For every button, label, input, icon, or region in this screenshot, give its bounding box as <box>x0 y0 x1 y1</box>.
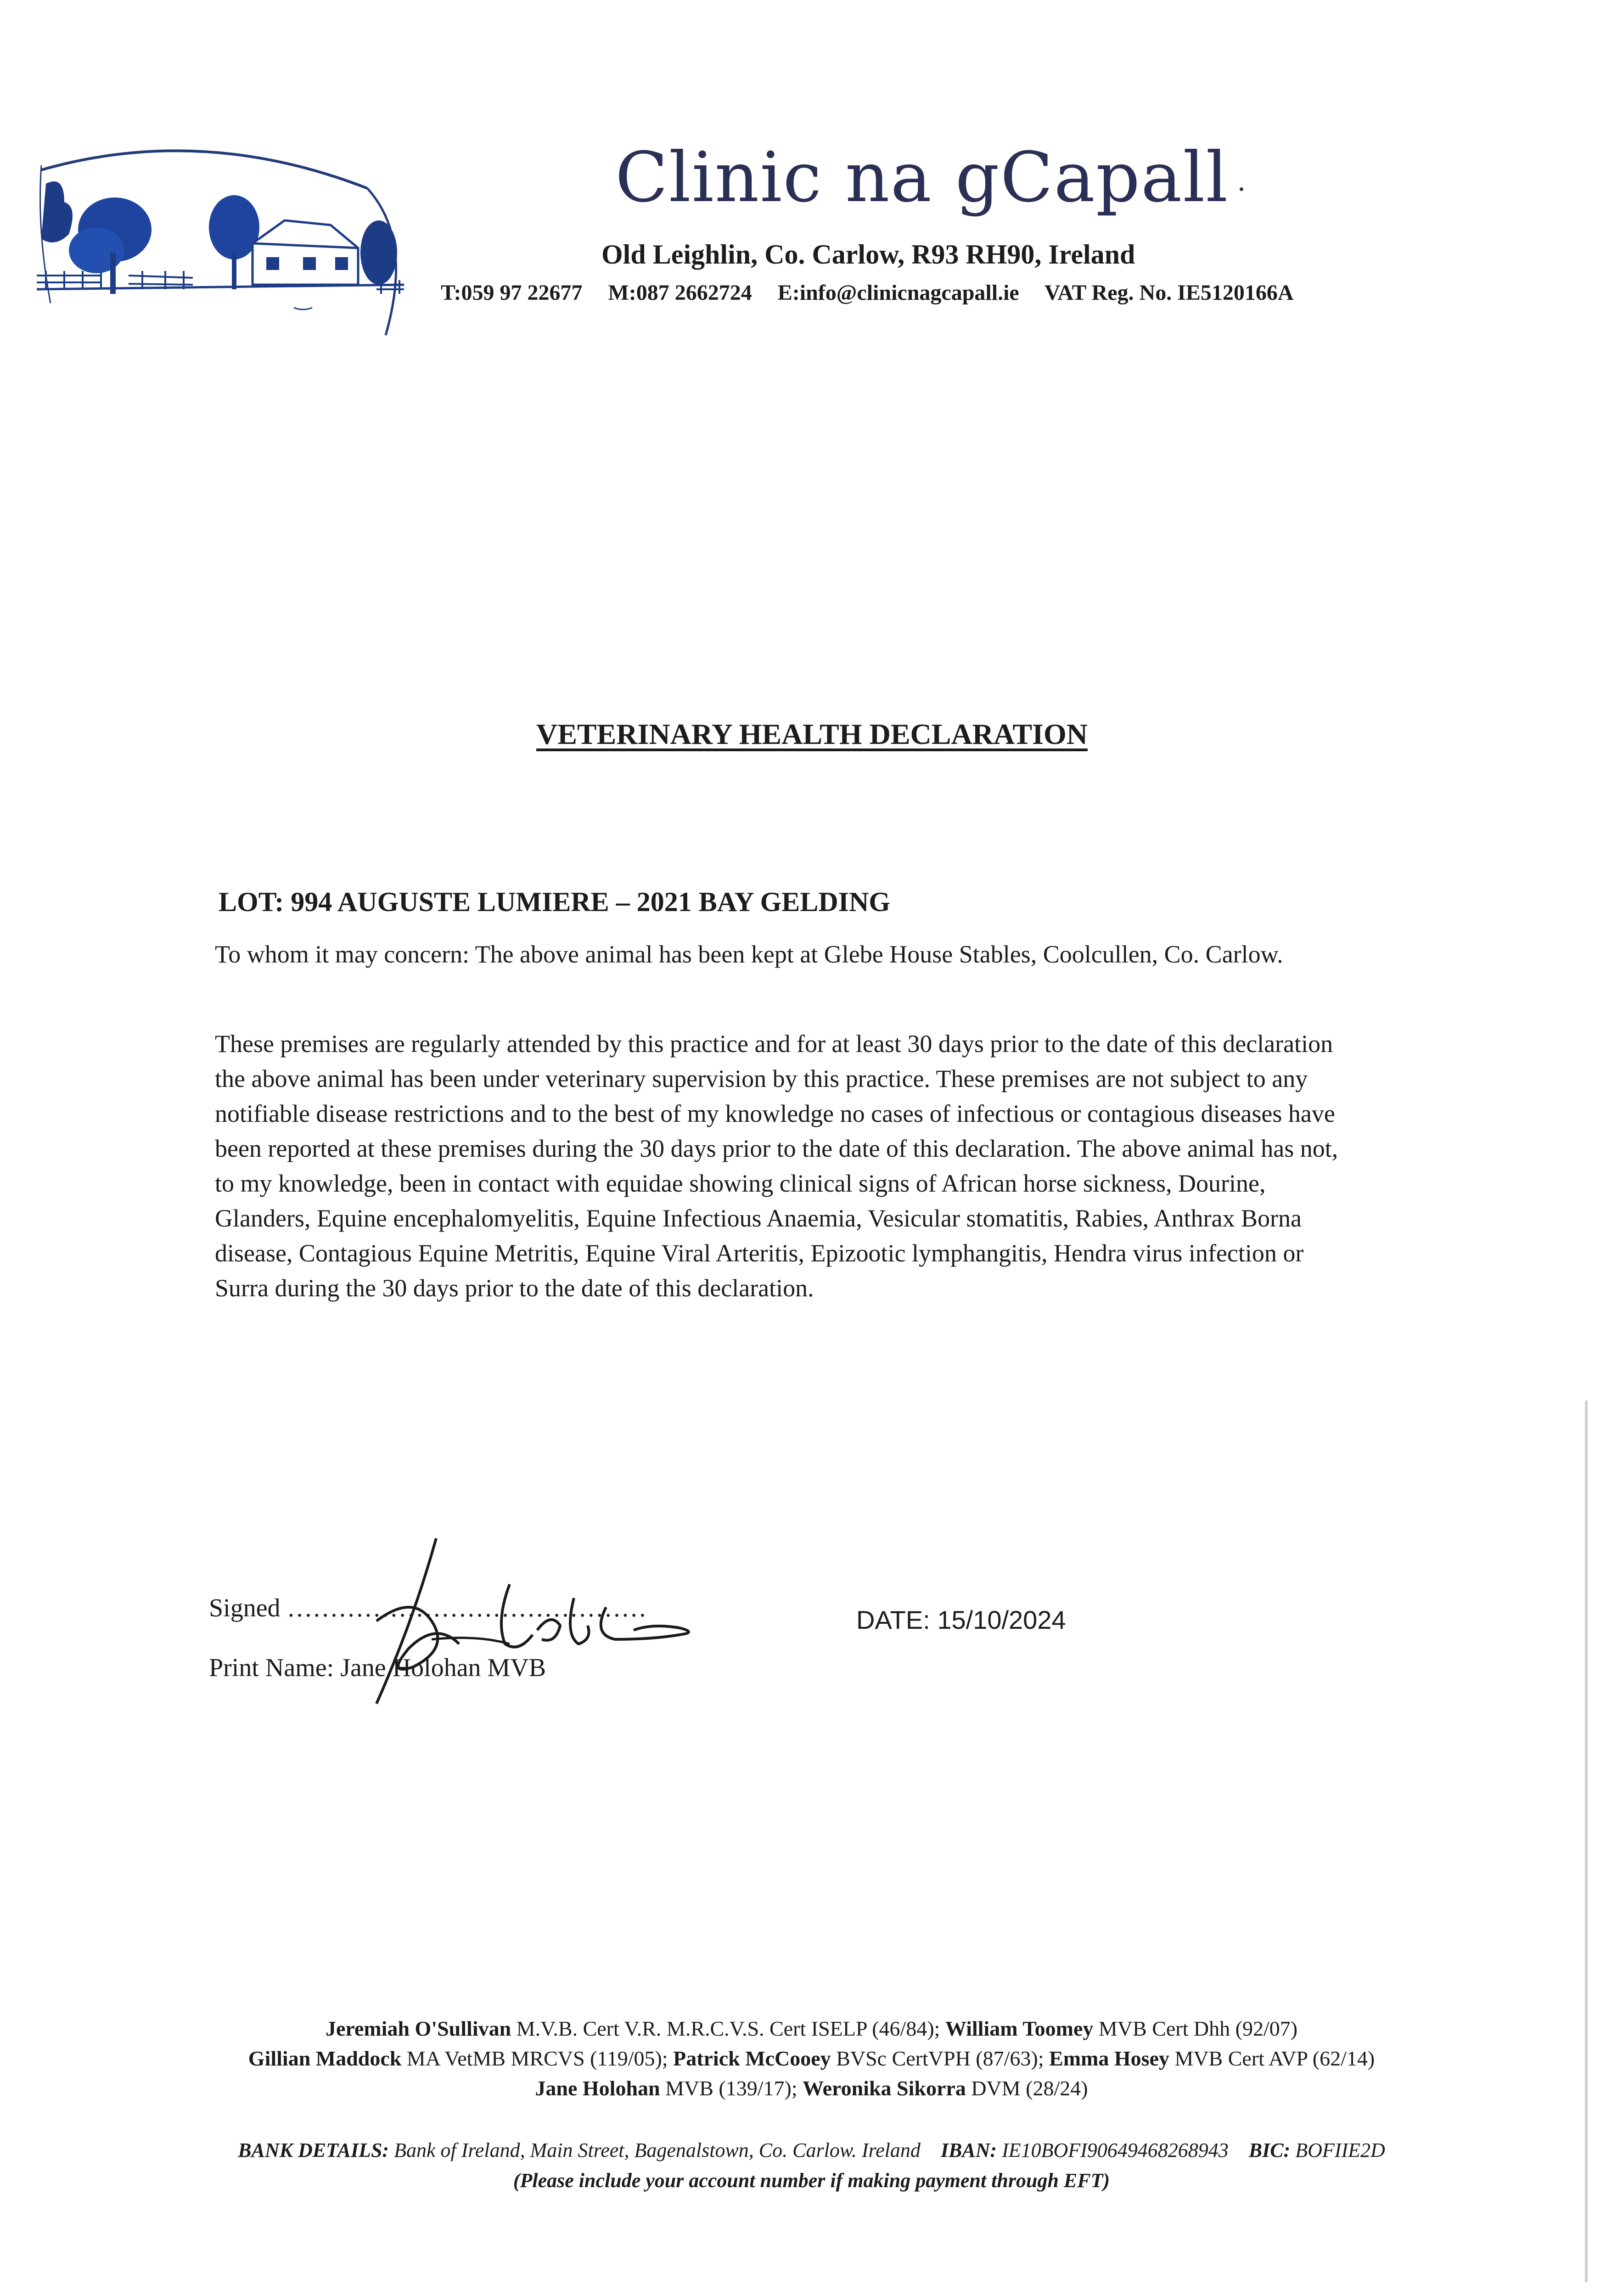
clinic-phone: T:059 97 22677 <box>441 281 583 305</box>
signed-dots: …………………………………… <box>286 1594 647 1622</box>
print-name-line <box>209 1653 546 1683</box>
staff-name: William Toomey <box>945 2017 1094 2040</box>
clinic-name: Clinic na gCapall <box>615 138 1229 218</box>
date-value: 15/10/2024 <box>937 1605 1066 1634</box>
print-name-value: Jane Holohan MVB <box>340 1654 546 1682</box>
iban-value: IE10BOFI90649468268943 <box>1002 2139 1229 2161</box>
staff-name: Weronika Sikorra <box>803 2077 966 2100</box>
signed-label: Signed <box>209 1594 281 1622</box>
bank-label: BANK DETAILS: <box>238 2139 389 2161</box>
staff-line-1 <box>0 2014 1623 2044</box>
bic-label: BIC: <box>1248 2139 1291 2161</box>
clinic-contacts <box>441 280 1314 305</box>
staff-name: Gillian Maddock <box>248 2047 402 2070</box>
date-label: DATE: <box>856 1605 930 1634</box>
staff-quals: MVB (139/17); <box>665 2077 797 2100</box>
bic-value: BOFIIE2D <box>1295 2139 1385 2161</box>
staff-line-3 <box>0 2073 1623 2104</box>
staff-quals: MVB Cert AVP (62/14) <box>1174 2047 1375 2070</box>
staff-name: Patrick McCooey <box>673 2047 831 2070</box>
staff-line-2 <box>0 2043 1623 2074</box>
body-paragraph-2: These premises are regularly attended by this practice and for at least 30 days prior to the date of this declaration the above animal has been under veterinary supervision by this practice. These premises are not subject to any notifiable disease restrictions and to the best of my knowledge no cases of infectious or contagious diseases have been reported at these premises during the 30 days prior to the date of this declaration. The above animal has not, to my knowledge, been in contact with equidae showing clinical signs of African horse sickness, Dourine, Glanders, Equine encephalomyelitis, Equine Infectious Anaemia, Vesicular stomatitis, Rabies, Anthrax Borna disease, Contagious Equine Metritis, Equine Viral Arteritis, Epizootic lymphangitis, Hendra virus infection or Surra during the 30 days prior to the date of this declaration. <box>215 1030 1338 1302</box>
lot-heading: LOT: 994 AUGUSTE LUMIERE – 2021 BAY GELDING <box>219 887 891 917</box>
staff-quals: MVB Cert Dhh (92/07) <box>1098 2017 1298 2040</box>
clinic-mobile: M:087 2662724 <box>608 281 752 305</box>
date-line <box>856 1605 1066 1635</box>
staff-quals: MA VetMB MRCVS (119/05); <box>406 2047 668 2070</box>
clinic-address: Old Leighlin, Co. Carlow, R93 RH90, Ireland <box>601 239 1135 270</box>
scan-edge-line <box>1585 1401 1588 2282</box>
staff-quals: M.V.B. Cert V.R. M.R.C.V.S. Cert ISELP (46/84); <box>516 2017 940 2040</box>
stray-mark <box>1240 187 1243 191</box>
staff-name: Jeremiah O'Sullivan <box>325 2017 511 2040</box>
iban-label: IBAN: <box>940 2139 997 2161</box>
bank-details <box>0 2135 1623 2166</box>
clinic-logo <box>37 138 418 344</box>
bank-text: Bank of Ireland, Main Street, Bagenalstown, Co. Carlow. Ireland <box>394 2139 921 2161</box>
eft-note: (Please include your account number if making payment through EFT) <box>513 2169 1110 2192</box>
staff-quals: DVM (28/24) <box>971 2077 1088 2100</box>
clinic-vat: VAT Reg. No. IE5120166A <box>1044 281 1294 305</box>
staff-quals: BVSc CertVPH (87/63); <box>836 2047 1044 2070</box>
body-paragraph-1: To whom it may concern: The above animal has been kept at Glebe House Stables, Coolcullen, Co. Carlow. <box>215 940 1283 968</box>
clinic-email[interactable]: E:info@clinicnagcapall.ie <box>777 281 1019 305</box>
staff-name: Jane Holohan <box>535 2077 660 2100</box>
staff-name: Emma Hosey <box>1049 2047 1169 2070</box>
document-title: VETERINARY HEALTH DECLARATION <box>536 718 1088 750</box>
print-name-label: Print Name: <box>209 1654 334 1682</box>
